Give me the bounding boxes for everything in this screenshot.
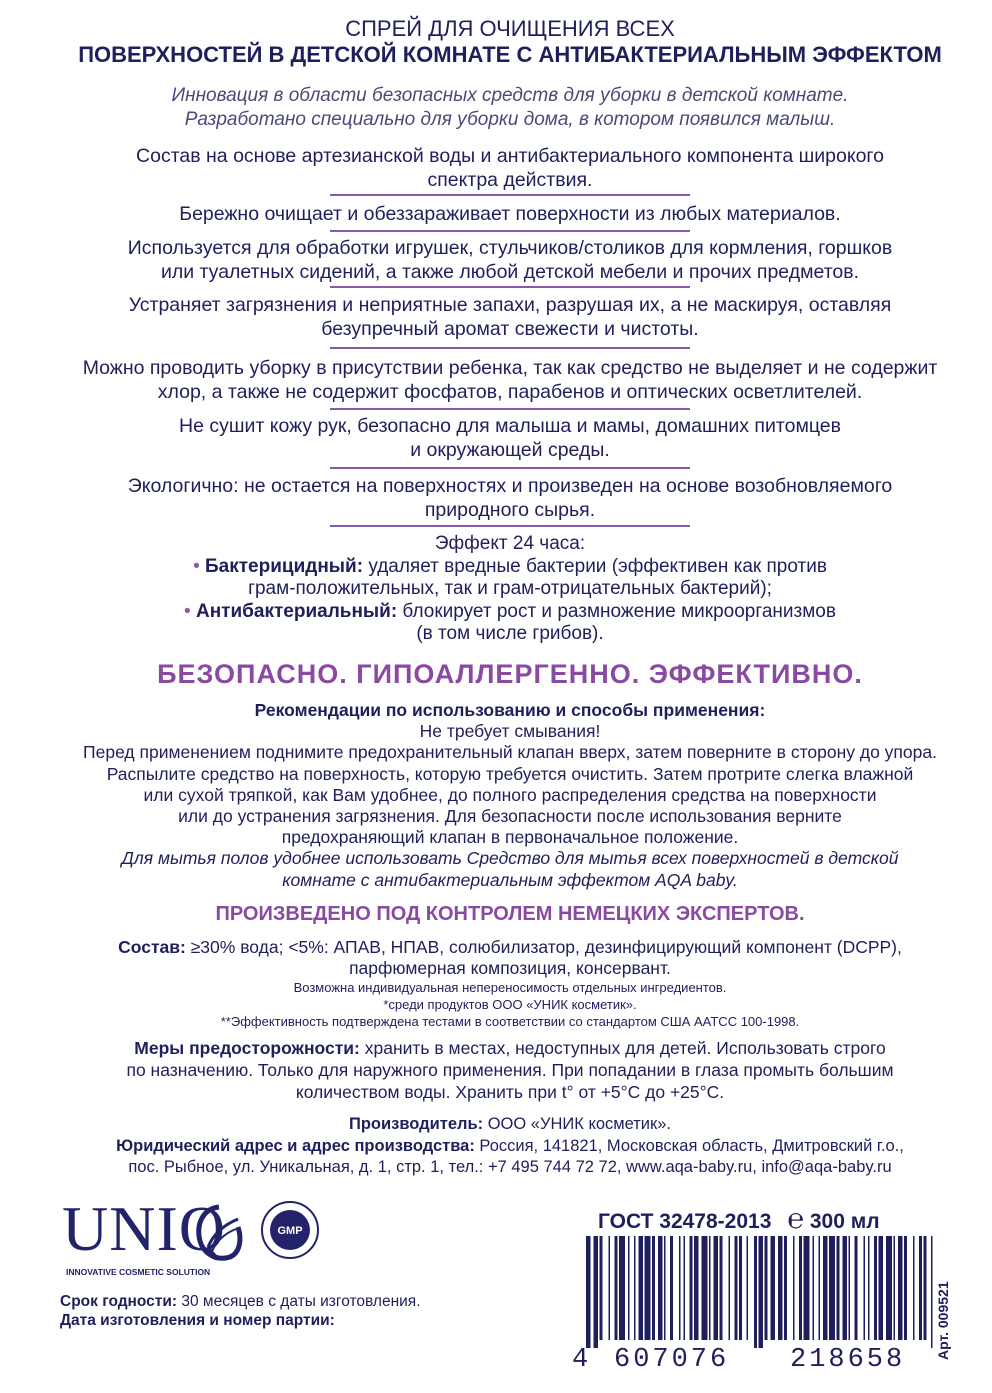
barcode-bar — [898, 1236, 903, 1340]
barcode-bar — [868, 1236, 870, 1340]
effect-title: Эффект 24 часа: — [434, 533, 586, 554]
batch-label: Дата изготовления и номер партии: — [60, 1312, 335, 1329]
barcode-bar — [600, 1236, 603, 1340]
paragraph-line: безупречный аромат свежести и чистоты. — [321, 318, 699, 340]
barcode-bar — [729, 1236, 731, 1340]
barcode-bar — [639, 1236, 644, 1340]
feature-paragraph — [40, 236, 980, 284]
feature-paragraph — [40, 474, 980, 522]
logo-leaf-icon — [194, 1203, 244, 1265]
barcode-bar — [690, 1236, 693, 1340]
product-title-line1: СПРЕЙ ДЛЯ ОЧИЩЕНИЯ ВСЕХ — [345, 16, 675, 41]
barcode-bar — [904, 1236, 907, 1340]
divider — [330, 467, 690, 469]
recommendations-title: Рекомендации по использованию и способы применения: — [254, 700, 766, 720]
paragraph-line: спектра действия. — [427, 169, 593, 191]
shelf-life-line — [60, 1292, 421, 1311]
precautions-line: по назначению. Только для наружного применения. При попадании в глаза промыть большим — [126, 1060, 894, 1080]
barcode-bar — [609, 1236, 611, 1340]
barcode-bar — [837, 1236, 840, 1340]
feature-paragraph — [40, 202, 980, 226]
estimate-sign-icon: ℮ — [787, 1203, 805, 1234]
barcode-bar — [864, 1236, 866, 1340]
barcode-bar — [759, 1236, 764, 1348]
barcode-bar — [652, 1236, 655, 1340]
precautions-label: Меры предосторожности: — [134, 1038, 360, 1058]
barcode-bar — [670, 1236, 673, 1340]
article-number: Арт. 009521 — [935, 1281, 951, 1360]
barcode-digit: 4 — [572, 1345, 589, 1375]
feature-paragraph — [40, 293, 980, 341]
recommendation-line: предохраняющий клапан в первоначальное положение. — [281, 827, 739, 848]
manufacturer-label: Производитель: — [348, 1115, 484, 1133]
paragraph-line: хлор, а также не содержит фосфатов, парабенов и оптических осветлителей. — [157, 381, 863, 403]
effect-item — [40, 601, 980, 624]
barcode-bar — [879, 1236, 884, 1340]
barcode-bar — [894, 1236, 896, 1340]
barcode-bar — [784, 1236, 787, 1340]
gmp-badge-icon — [260, 1200, 320, 1260]
effect-text: блокирует рост и размножение микроорганизмов — [397, 600, 836, 622]
barcode-bar — [924, 1236, 927, 1340]
barcode-bar — [714, 1236, 719, 1340]
composition-line: парфюмерная композиция, консервант. — [349, 958, 671, 978]
composition-note: *среди продуктов ООО «УНИК косметик». — [383, 997, 637, 1012]
barcode-bar — [615, 1236, 618, 1340]
product-title-line2: ПОВЕРХНОСТЕЙ В ДЕТСКОЙ КОМНАТЕ С АНТИБАКТЕРИАЛЬНЫМ ЭФФЕКТОМ — [78, 42, 942, 67]
barcode-bar — [771, 1236, 776, 1340]
recommendation-note: Для мытья полов удобнее использовать Средство для мытья всех поверхностей в детской — [121, 848, 899, 869]
feature-paragraph — [40, 144, 980, 192]
recommendation-line: Перед применением поднимите предохранительный клапан вверх, затем поверните в сторону до упора. — [83, 742, 937, 763]
manufacturer — [40, 1114, 980, 1179]
composition-label: Состав: — [118, 937, 186, 957]
recommendation-line: Не требует смывания! — [419, 721, 601, 742]
produced-note: ПРОИЗВЕДЕНО ПОД КОНТРОЛЕМ НЕМЕЦКИХ ЭКСПЕРТОВ. — [215, 903, 805, 925]
barcode-bar — [855, 1236, 858, 1340]
slogan: БЕЗОПАСНО. ГИПОАЛЛЕРГЕННО. ЭФФЕКТИВНО. — [157, 659, 863, 689]
barcode-bar — [823, 1236, 828, 1340]
precautions-line — [40, 1037, 980, 1059]
bullet-icon: • — [193, 555, 200, 577]
barcode-bar — [679, 1236, 681, 1340]
barcode-bar — [765, 1236, 768, 1340]
barcode-bar — [634, 1236, 636, 1340]
barcode-bar — [843, 1236, 848, 1340]
feature-paragraph — [40, 414, 980, 462]
effect-item-cont: (в том числе грибов). — [416, 623, 604, 644]
precautions-line: количеством воды. Хранить при t° от +5°C до +25°C. — [295, 1082, 725, 1102]
barcode-bar — [645, 1236, 651, 1340]
composition-line — [40, 937, 980, 958]
barcode-bar — [799, 1236, 802, 1340]
composition — [40, 937, 980, 1030]
effect-block — [40, 533, 980, 646]
divider — [330, 408, 690, 410]
address-text: Россия, 141821, Московская область, Дмитровский г.о., — [474, 1136, 904, 1155]
logo-brand: UNIQ — [62, 1193, 226, 1264]
barcode-bar — [747, 1236, 749, 1340]
paragraph-line: Можно проводить уборку в присутствии ребенка, так как средство не выделяет и не содержит — [82, 357, 938, 379]
address-line: пос. Рыбное, ул. Уникальная, д. 1, стр. 1, тел.: +7 495 744 72 72, www.aqa-baby.ru, info@aqa-baby.ru — [128, 1158, 892, 1176]
divider — [330, 194, 690, 196]
effect-item — [40, 556, 980, 579]
paragraph-line: и окружающей среды. — [410, 439, 610, 461]
paragraph-line: Бережно очищает и обеззараживает поверхности из любых материалов. — [179, 203, 841, 225]
barcode-bar — [709, 1236, 711, 1340]
effect-label: Бактерицидный: — [205, 555, 364, 577]
barcode-bar — [739, 1236, 742, 1340]
barcode-bar — [913, 1236, 915, 1340]
paragraph-line: природного сырья. — [424, 499, 596, 521]
precautions — [40, 1037, 980, 1103]
barcode-bar — [694, 1236, 699, 1340]
barcode-bar — [829, 1236, 835, 1340]
intro-line: Инновация в области безопасных средств для уборки в детской комнате. — [171, 85, 849, 106]
feature-paragraph — [40, 356, 980, 404]
barcode-bar — [619, 1236, 625, 1340]
effect-item-cont: грам-положительных, так и грам-отрицательных бактерий); — [248, 578, 772, 599]
bullet-icon: • — [184, 600, 191, 622]
recommendation-line: или сухой тряпкой, как Вам удобнее, до полного распределения средства на поверхности — [143, 784, 877, 805]
effect-text: удаляет вредные бактерии (эффективен как против — [363, 555, 827, 577]
barcode-bar — [586, 1236, 591, 1348]
gost-volume — [598, 1203, 880, 1235]
intro-line: Разработано специально для уборки дома, в котором появился малыш. — [184, 109, 836, 130]
recommendations — [40, 700, 980, 891]
barcode-bar — [804, 1236, 810, 1340]
barcode-bar — [702, 1236, 708, 1340]
barcode-bar — [849, 1236, 851, 1340]
divider — [330, 525, 690, 527]
barcode-bar — [664, 1236, 666, 1340]
paragraph-line: или туалетных сидений, а также любой детской мебели и прочих предметов. — [160, 261, 860, 283]
address-label: Юридический адрес и адрес производства: — [116, 1136, 475, 1155]
barcode-bar — [720, 1236, 723, 1340]
paragraph-line: Состав на основе артезианской воды и антибактериального компонента широкого — [136, 145, 884, 167]
barcode-bar — [735, 1236, 738, 1340]
barcode-bar — [931, 1236, 933, 1348]
shelf-life — [60, 1292, 421, 1330]
barcode-bar — [754, 1236, 757, 1348]
manufacturer-name: ООО «УНИК косметик». — [483, 1115, 671, 1133]
gost: ГОСТ 32478-2013 — [598, 1210, 772, 1233]
address-line — [40, 1136, 980, 1158]
barcode-bar — [658, 1236, 663, 1340]
barcode-bar — [813, 1236, 815, 1340]
composition-text: ≥30% вода; <5%: АПАВ, НПАВ, солюбилизатор, дезинфицирующий компонент (DCPP), — [185, 937, 902, 957]
barcode-bar — [778, 1236, 783, 1340]
effect-label: Антибактериальный: — [195, 600, 398, 622]
barcode-bar — [874, 1236, 877, 1340]
divider — [330, 286, 690, 288]
barcode-digits-left: 607076 — [614, 1345, 730, 1375]
composition-note: **Эффективность подтверждена тестами в соответствии со стандартом США AATCC 100-1998. — [220, 1014, 800, 1029]
composition-note: Возможна индивидуальная непереносимость отдельных ингредиентов. — [293, 980, 727, 995]
recommendation-line: Распылите средство на поверхность, которую требуется очистить. Затем протрите слегка влажной — [106, 763, 914, 784]
barcode-bar — [819, 1236, 821, 1340]
barcode — [572, 1236, 938, 1348]
paragraph-line: Используется для обработки игрушек, стульчиков/столиков для кормления, горшков — [127, 237, 893, 259]
barcode-bar — [684, 1236, 686, 1340]
barcode-bar — [793, 1236, 795, 1340]
shelf-life-label: Срок годности: — [60, 1293, 178, 1310]
intro-text — [40, 84, 980, 132]
manufacturer-line — [40, 1114, 980, 1136]
shelf-life-text: 30 месяцев с даты изготовления. — [177, 1293, 421, 1310]
volume: 300 мл — [809, 1210, 880, 1233]
gmp-label: GMP — [277, 1225, 303, 1237]
logo-subtitle: INNOVATIVE COSMETIC SOLUTION — [66, 1267, 211, 1277]
paragraph-line: Экологично: не остается на поверхностях и произведен на основе возобновляемого — [127, 475, 893, 497]
precautions-text: хранить в местах, недоступных для детей. Использовать строго — [359, 1038, 886, 1058]
divider — [330, 347, 690, 349]
paragraph-line: Устраняет загрязнения и неприятные запахи, разрушая их, а не маскируя, оставляя — [128, 294, 892, 316]
divider — [330, 230, 690, 232]
barcode-bar — [594, 1236, 599, 1348]
paragraph-line: Не сушит кожу рук, безопасно для малыша и мамы, домашних питомцев — [178, 415, 842, 437]
recommendation-line: или до устранения загрязнения. Для безопасности после использования верните — [178, 806, 842, 827]
recommendation-note: комнате с антибактериальным эффектом AQA baby. — [282, 869, 738, 890]
barcode-bar — [886, 1236, 892, 1340]
barcode-bar — [919, 1236, 922, 1340]
barcode-bar — [628, 1236, 630, 1340]
barcode-digits-right: 218658 — [790, 1345, 906, 1375]
